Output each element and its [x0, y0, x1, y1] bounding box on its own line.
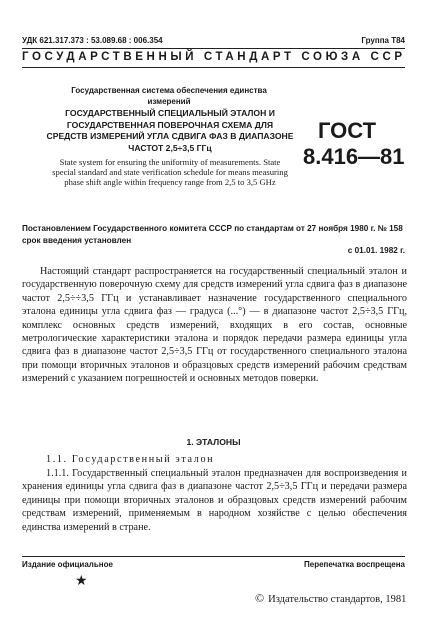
standard-banner: ГОСУДАРСТВЕННЫЙ СТАНДАРТ СОЮЗА ССР — [22, 51, 406, 63]
gost-number: 8.416—81 — [303, 144, 405, 169]
group-code: Группа Т84 — [361, 36, 405, 45]
gost-label: ГОСТ — [318, 118, 377, 143]
document-title: ГОСУДАРСТВЕННЫЙ СПЕЦИАЛЬНЫЙ ЭТАЛОН И ГОСУДАРСТВЕННАЯ ПОВЕРОЧНАЯ СХЕМА ДЛЯ СРЕДСТВ ИЗМЕРЕНИЙ УГЛА СДВИГА ФАЗ В ДИАПАЗОНЕ ЧАСТОТ 2,5÷3,5 ГГц — [46, 108, 294, 153]
copyright-icon: © — [255, 591, 265, 605]
udk-code: УДК 621.317.373 : 53.089.68 : 006.354 — [22, 36, 163, 45]
subsection-heading: 1.1. Государственный эталон — [46, 454, 215, 465]
header-rule-top — [22, 48, 405, 49]
reprint-prohibited-label: Перепечатка воспрещена — [304, 560, 405, 569]
footer-rule — [22, 556, 405, 557]
paragraph-1-1-1: 1.1.1. Государственный специальный эталон предназначен для воспроизведения и хранения единицы угла сдвига фаз в диапазоне частот 2,5÷3,5 ГГц и передачи размера единицы при помощи вторичных эталонов и образцовых средств измерений рабочим средствам измерений, применяемым в народном хозяйстве с целью обеспечения единства измерений в стране. — [22, 468, 407, 533]
publisher-line — [255, 591, 406, 606]
decree-text: Постановлением Государственного комитета СССР по стандартам от 27 ноября 1980 г. № 158 срок введения установлен — [22, 224, 403, 245]
effective-date: с 01.01. 1982 г. — [347, 246, 405, 255]
section-heading: 1. ЭТАЛОНЫ — [186, 437, 241, 447]
english-title: State system for ensuring the uniformity of measurements. State special standard and state verification schedule for means measuring phase shift angle within frequency range from 2,5 to 3,5 GHz — [52, 157, 288, 187]
official-edition-label: Издание официальное — [22, 560, 113, 569]
star-icon: ★ — [75, 574, 88, 589]
header-rule-bottom — [22, 67, 405, 68]
system-title: Государственная система обеспечения единства измерений — [71, 86, 267, 106]
intro-paragraph: Настоящий стандарт распространяется на государственный специальный эталон и государственную поверочную схему для средств измерений угла сдвига фаз в диапазоне частот 2,5÷÷3,5 ГГц и устанавливает назначение государственного специального эталона единицы угла сдвига фаз — градуса (...°) — в диапазоне частот 2,5÷3,5 ГГц, комплекс основных средств измерений, входящих в его состав, основные метрологические характеристики эталона и порядок передачи размера единицы угла сдвига фаз в диапазоне частот 2,5÷3,5 ГГц от государственного специального эталона при помощи вторичных эталонов и образцовых средств измерений рабочим средствам измерений с указанием погрешностей и основных методов поверки. — [22, 266, 407, 385]
publisher-text: Издательство стандартов, 1981 — [268, 594, 407, 605]
